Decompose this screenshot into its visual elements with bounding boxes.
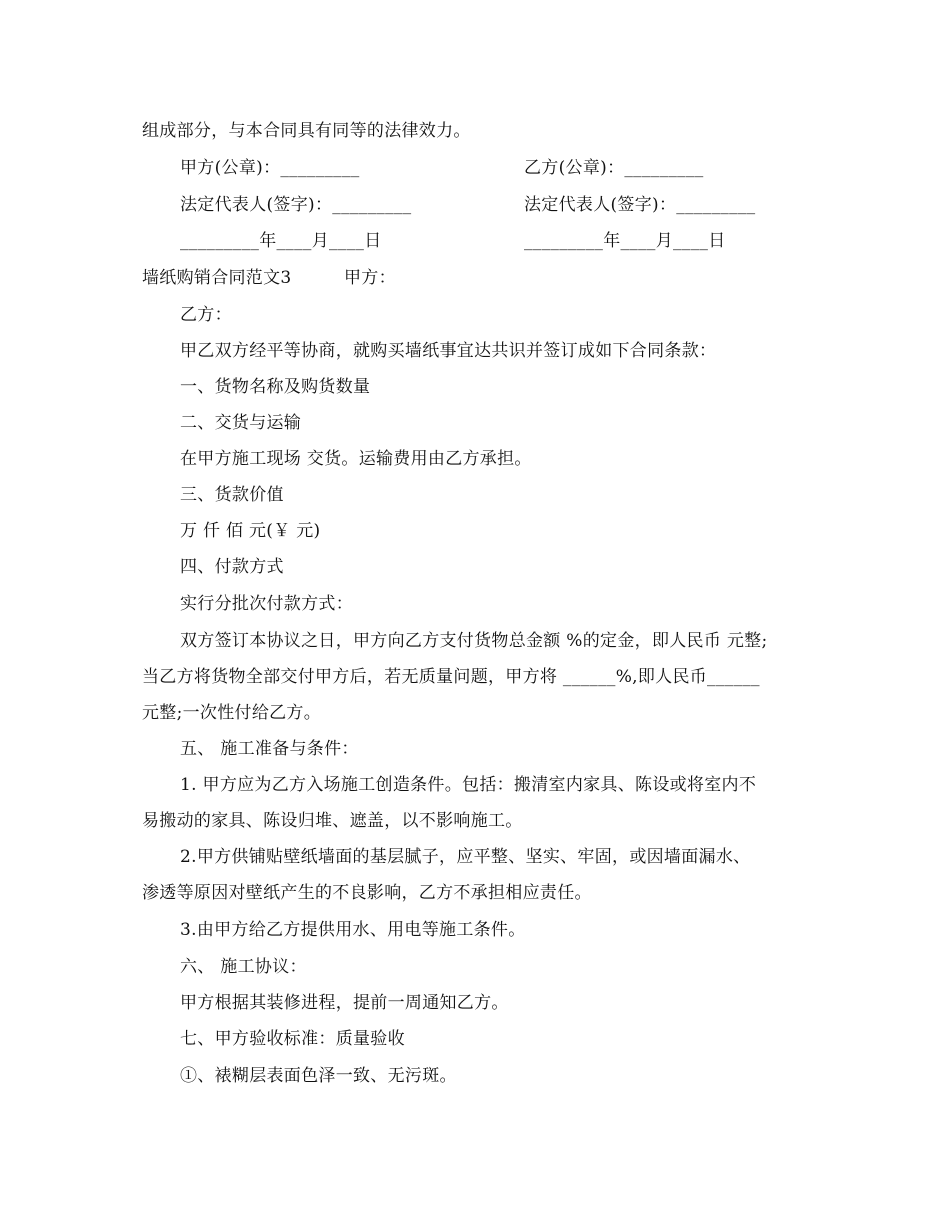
intro-line: 组成部分，与本合同具有同等的法律效力。 [142, 121, 471, 141]
section-5-item1-line1: 1. 甲方应为乙方入场施工创造条件。包括：搬清室内家具、陈设或将室内不 [180, 775, 757, 795]
party-a-rep-line: 法定代表人(签字)：_________ [180, 195, 412, 215]
section-7-heading: 七、甲方验收标准：质量验收 [180, 1029, 405, 1049]
section-4-intro: 实行分批次付款方式： [180, 594, 353, 614]
section-2-heading: 二、交货与运输 [180, 413, 302, 433]
party-b-seal-line: 乙方(公章)：_________ [524, 158, 704, 178]
section-3-text: 万 仟 佰 元(￥ 元) [180, 521, 321, 541]
party-a-date-line: _________年____月____日 [180, 231, 382, 251]
party-b-rep-line: 法定代表人(签字)：_________ [524, 195, 756, 215]
section-7-item1: ①、裱糊层表面色泽一致、无污斑。 [180, 1066, 457, 1086]
section-6-text: 甲方根据其装修进程，提前一周通知乙方。 [180, 993, 509, 1013]
section-2-text: 在甲方施工现场 交货。运输费用由乙方承担。 [180, 449, 532, 469]
section-4-heading: 四、付款方式 [180, 557, 284, 577]
section-3-heading: 三、货款价值 [180, 485, 284, 505]
party-b-label: 乙方： [180, 305, 232, 325]
section-1-heading: 一、货物名称及购货数量 [180, 377, 371, 397]
party-a-label: 甲方： [344, 268, 396, 288]
party-b-date-line: _________年____月____日 [524, 231, 726, 251]
section-5-item2-line2: 渗透等原因对壁纸产生的不良影响，乙方不承担相应责任。 [142, 883, 592, 903]
section-6-heading: 六、 施工协议： [180, 957, 307, 977]
section-4-para-line1: 双方签订本协议之日，甲方向乙方支付货物总金额 %的定金，即人民币 元整; [180, 631, 768, 651]
preamble: 甲乙双方经平等协商，就购买墙纸事宜达共识并签订成如下合同条款： [180, 341, 717, 361]
section-5-item3: 3.由甲方给乙方提供用水、用电等施工条件。 [180, 920, 526, 940]
section-5-item2-line1: 2.甲方供铺贴壁纸墙面的基层腻子，应平整、坚实、牢固，或因墙面漏水、 [180, 847, 751, 867]
party-a-seal-line: 甲方(公章)：_________ [180, 158, 360, 178]
section-5-item1-line2: 易搬动的家具、陈设归堆、遮盖，以不影响施工。 [142, 811, 523, 831]
section-4-para-line3: 元整;一次性付给乙方。 [142, 703, 322, 723]
section-5-heading: 五、 施工准备与条件： [180, 739, 359, 759]
contract-title: 墙纸购销合同范文3 [142, 268, 292, 288]
section-4-para-line2: 当乙方将货物全部交付甲方后，若无质量问题，甲方将 ______%,即人民币______ [142, 667, 760, 687]
